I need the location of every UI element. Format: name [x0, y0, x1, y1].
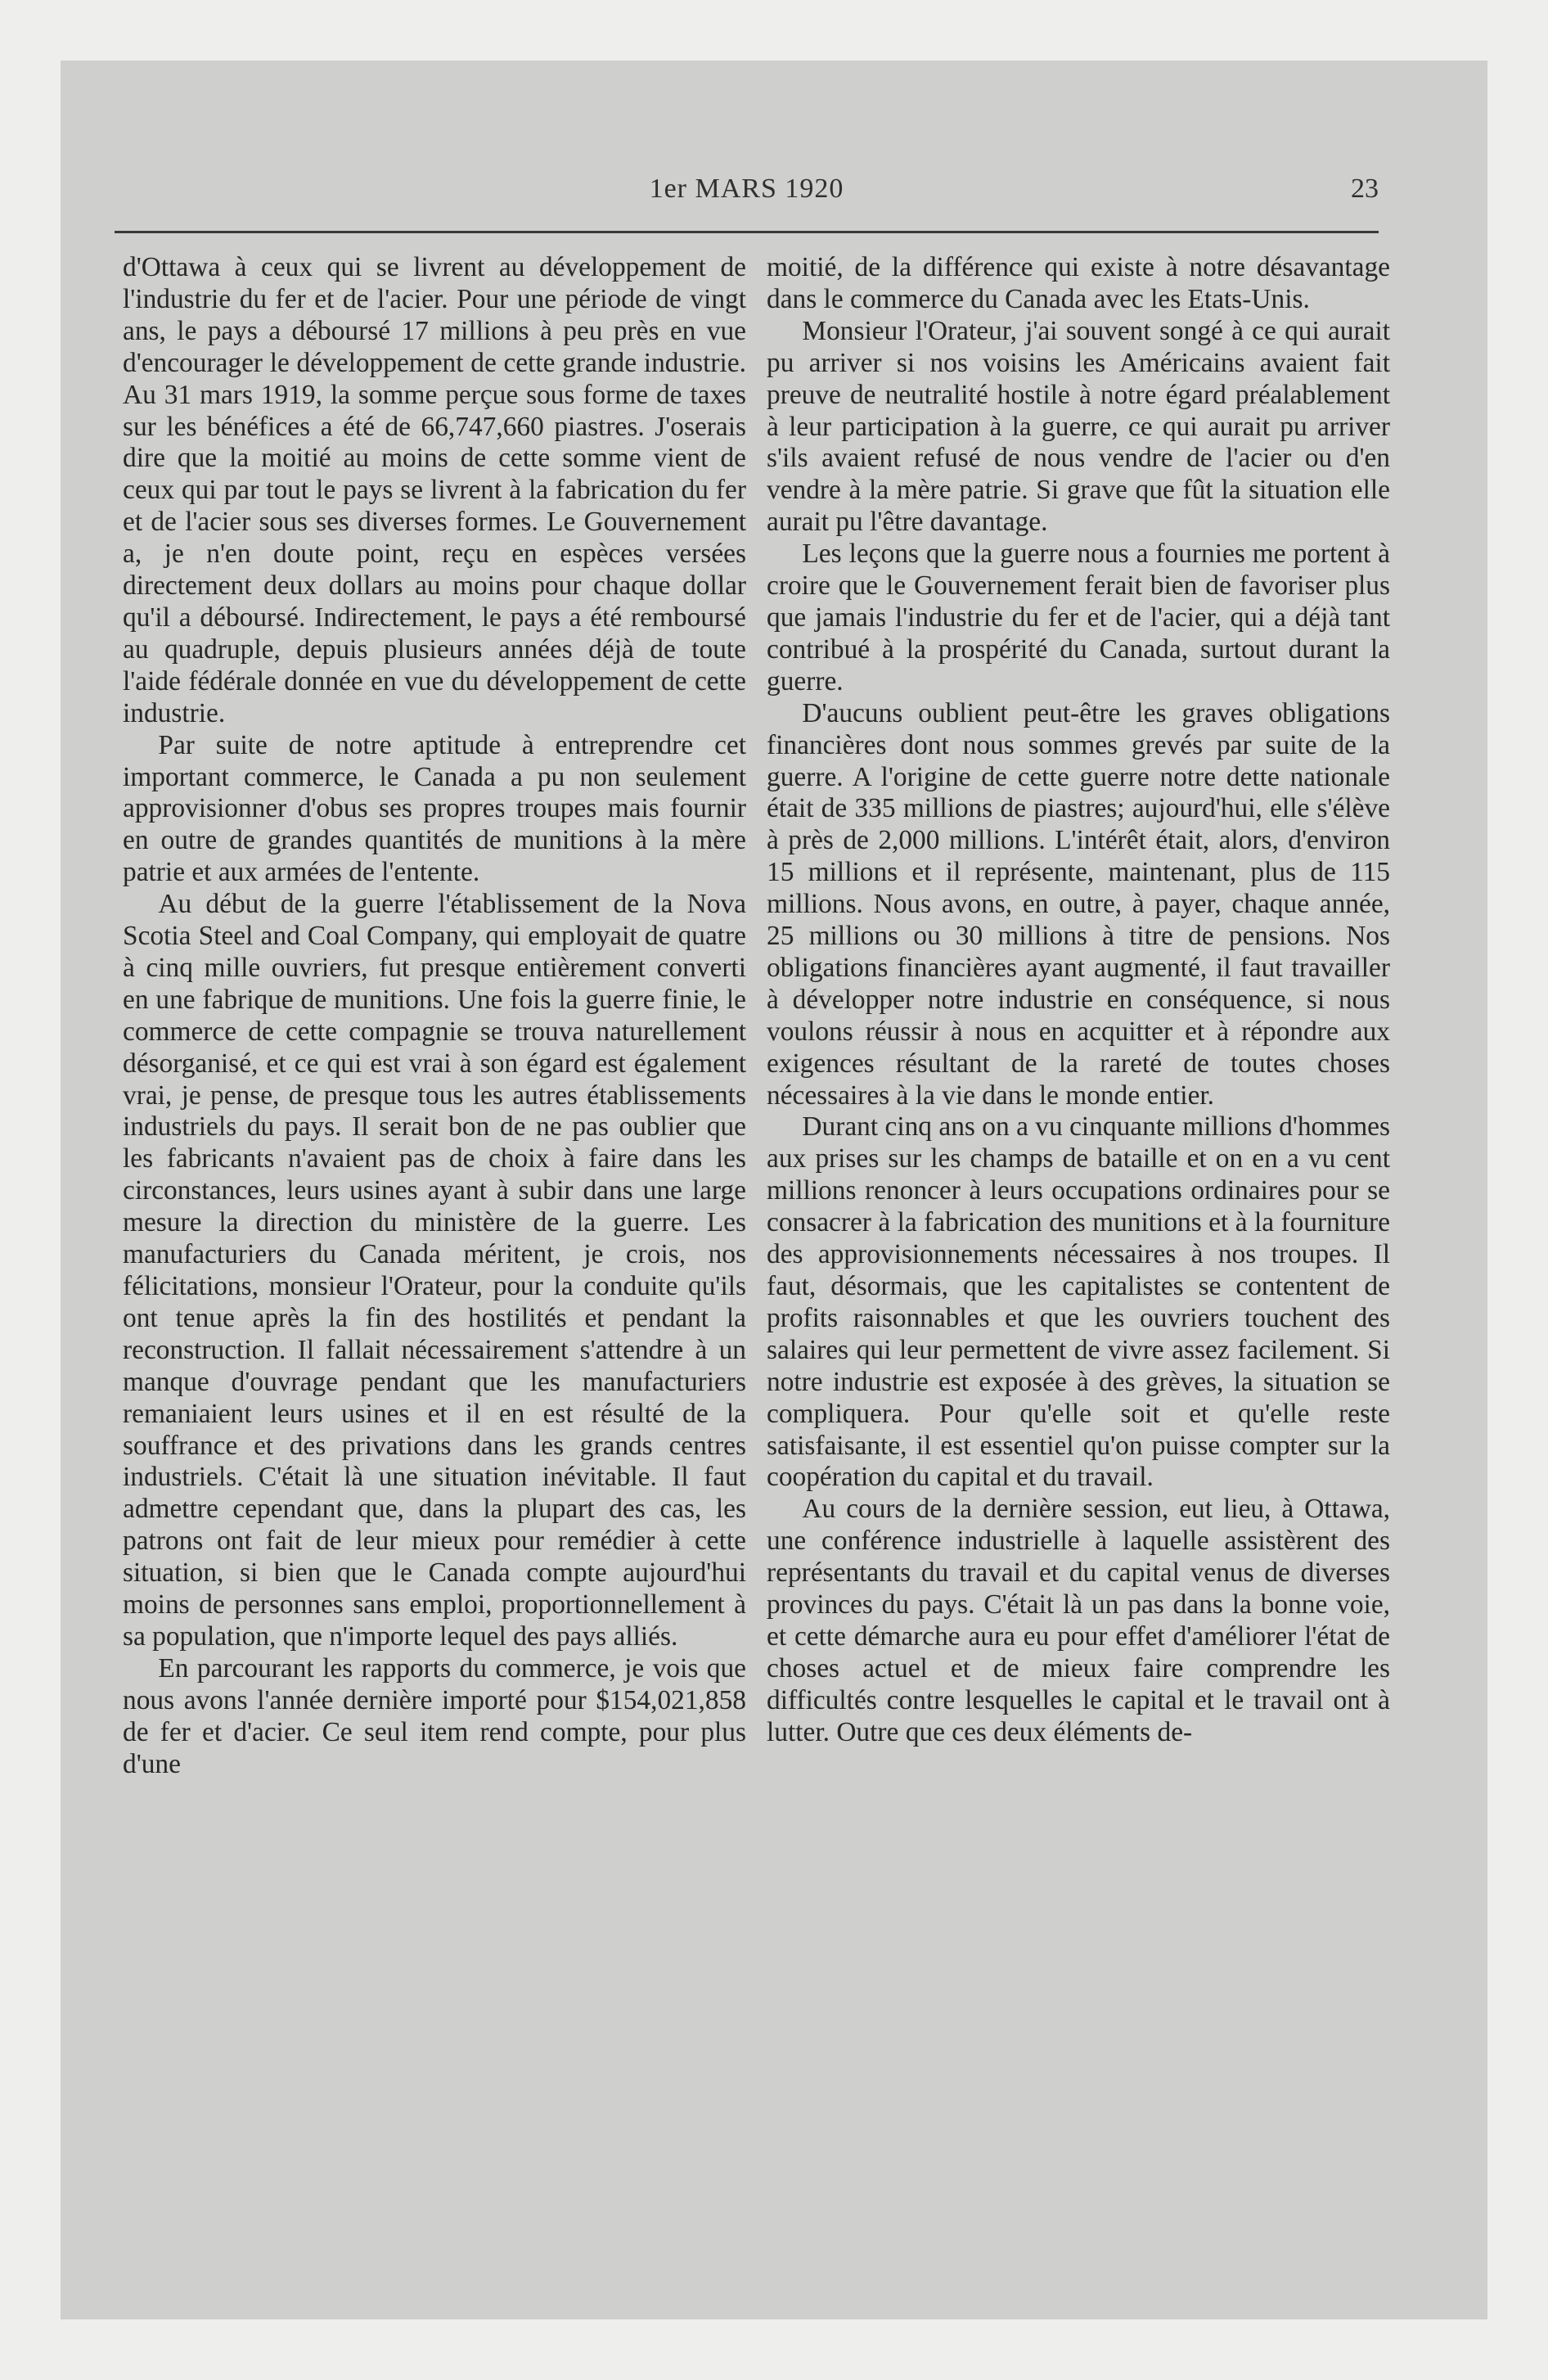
page-header	[115, 170, 1379, 219]
paragraph: Au cours de la dernière session, eut lieu, à Ottawa, une conférence industrielle à laquelle assistèrent des représentants du travail et du capital venus de diverses provinces du pays. C'était là un pas dans la bonne voie, et cette démarche aura eu pour effet d'améliorer l'état de choses actuel et de mieux faire comprendre les difficultés contre lesquelles le capital et le travail ont à lutter. Outre que ces deux éléments de-	[767, 1494, 1390, 1747]
paragraph: d'Ottawa à ceux qui se livrent au développement de l'industrie du fer et de l'acier. Pour une période de vingt ans, le pays a déboursé 17 millions à peu près en vue d'encourager le développement de cette grande industrie. Au 31 mars 1919, la somme perçue sous forme de taxes sur les bénéfices a été de 66,747,660 piastres. J'oserais dire que la moitié au moins de cette somme vient de ceux qui par tout le pays se livrent à la fabrication du fer et de l'acier sous ses diverses formes. Le Gouvernement a, je n'en doute point, reçu en espèces versées directement deux dollars au moins pour chaque dollar qu'il a déboursé. Indirectement, le pays a été remboursé au quadruple, depuis plusieurs années déjà de toute l'aide fédérale donnée en vue du développement de cette industrie.	[123, 252, 746, 728]
paragraph: Au début de la guerre l'établissement de la Nova Scotia Steel and Coal Company, qui employait de quatre à cinq mille ouvriers, fut presque entièrement converti en une fabrique de munitions. Une fois la guerre finie, le commerce de cette compagnie se trouva naturellement désorganisé, et ce qui est vrai à son égard est également vrai, je pense, de presque tous les autres établissements industriels du pays. Il serait bon de ne pas oublier que les fabricants n'avaient pas de choix à faire dans les circonstances, leurs usines ayant à subir dans une large mesure la direction du ministère de la guerre. Les manufacturiers du Canada méritent, je crois, nos félicitations, monsieur l'Orateur, pour la conduite qu'ils ont tenue après la fin des hostilités et pendant la reconstruction. Il fallait nécessairement s'attendre à un manque d'ouvrage pendant que les manufacturiers remaniaient leurs usines et il en est résulté de la souffrance et des privations dans les grands centres industriels. C'était là une situation inévitable. Il faut admettre cependant que, dans la plupart des cas, les patrons ont fait de leur mieux pour remédier à cette situation, si bien que le Canada compte aujourd'hui moins de personnes sans emploi, proportionnellement à sa population, que n'importe lequel des pays alliés.	[123, 889, 746, 1652]
header-rule	[115, 231, 1379, 233]
running-head: 1er MARS 1920	[649, 174, 844, 204]
paragraph: Durant cinq ans on a vu cinquante millions d'hommes aux prises sur les champs de bataille et on en a vu cent millions renoncer à leurs occupations ordinaires pour se consacrer à la fabrication des munitions et à la fourniture des approvisionnements nécessaires à nos troupes. Il faut, désormais, que les capitalistes se contentent de profits raisonnables et que les ouvriers touchent des salaires qui leur permettent de vivre assez facilement. Si notre industrie est exposée à des grèves, la situation se compliquera. Pour qu'elle soit et qu'elle reste satisfaisante, il est essentiel qu'on puisse compter sur la coopération du capital et du travail.	[767, 1111, 1390, 1493]
paragraph: Monsieur l'Orateur, j'ai souvent songé à ce qui aurait pu arriver si nos voisins les Américains avaient fait preuve de neutralité hostile à notre égard préalablement à leur participation à la guerre, ce qui aurait pu arriver s'ils avaient refusé de nous vendre de l'acier ou d'en vendre à la mère patrie. Si grave que fût la situation elle aurait pu l'être davantage.	[767, 315, 1390, 538]
paragraph: En parcourant les rapports du commerce, je vois que nous avons l'année dernière importé pour $154,021,858 de fer et d'acier. Ce seul item rend compte, pour plus d'une	[123, 1652, 746, 1779]
paragraph: Par suite de notre aptitude à entreprendre cet important commerce, le Canada a pu non seulement approvisionner d'obus ses propres troupes mais fournir en outre de grandes quantités de munitions à la mère patrie et aux armées de l'entente.	[123, 729, 746, 888]
paragraph: moitié, de la différence qui existe à notre désavantage dans le commerce du Canada avec les Etats-Unis.	[767, 252, 1390, 314]
right-column	[767, 252, 1390, 1749]
left-column	[123, 252, 746, 1781]
paragraph: D'aucuns oublient peut-être les graves obligations financières dont nous sommes grevés par suite de la guerre. A l'origine de cette guerre notre dette nationale était de 335 millions de piastres; aujourd'hui, elle s'élève à près de 2,000 millions. L'intérêt était, alors, d'environ 15 millions et il représente, maintenant, plus de 115 millions. Nous avons, en outre, à payer, chaque année, 25 millions ou 30 millions à titre de pensions. Nos obligations financières ayant augmenté, il faut travailler à développer notre industrie en conséquence, si nous voulons réussir à nous en acquitter et à répondre aux exigences résultant de la rareté de toutes choses nécessaires à la vie dans le monde entier.	[767, 697, 1390, 1111]
page-number: 23	[1351, 174, 1379, 204]
paragraph: Les leçons que la guerre nous a fournies me portent à croire que le Gouvernement ferait bien de favoriser plus que jamais l'industrie du fer et de l'acier, qui a déjà tant contribué à la prospérité du Canada, surtout durant la guerre.	[767, 539, 1390, 696]
